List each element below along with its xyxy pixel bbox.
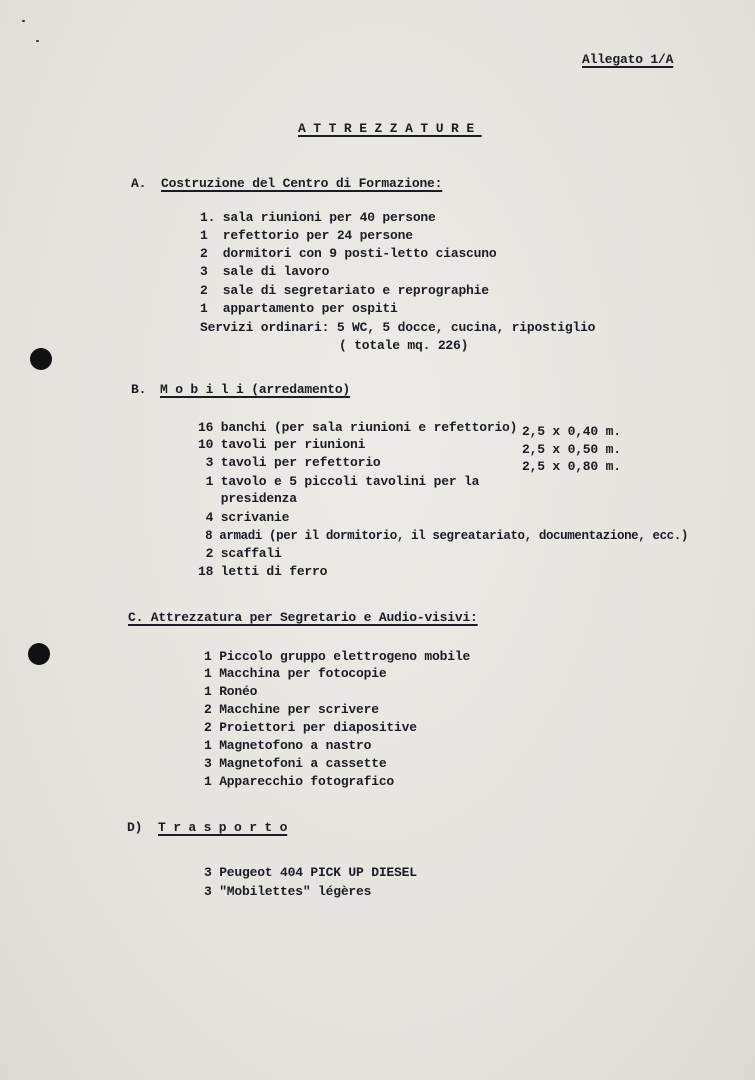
section-a-heading: Costruzione del Centro di Formazione: [161,176,443,191]
section-b-heading: M o b i l i (arredamento) [160,382,351,397]
list-item: 2 Proiettori per diapositive [204,720,417,735]
list-item: 1 Piccolo gruppo elettrogeno mobile [204,649,471,664]
punch-hole [28,643,50,665]
scan-speck [36,40,39,42]
dimension-value: 2,5 x 0,80 m. [522,459,621,474]
page-title: ATTREZZATURE [298,121,482,136]
list-item: 10 tavoli per riunioni [198,437,366,452]
list-item: 2 sale di segretariato e reprographie [200,283,489,298]
list-item: presidenza [198,491,297,506]
list-item: 2 Macchine per scrivere [204,702,379,717]
list-item: 8 armadi (per il dormitorio, il segreatariato, documentazione, ecc.) [198,529,688,543]
dimension-value: 2,5 x 0,40 m. [522,424,621,439]
services-line: Servizi ordinari: 5 WC, 5 docce, cucina, ripostiglio [200,320,596,335]
section-c-heading: C. Attrezzatura per Segretario e Audio-visivi: [128,610,478,625]
scan-speck [22,20,25,22]
list-item: 1 Ronéo [204,684,258,699]
section-d-heading: T r a s p o r t o [158,820,288,835]
list-item: 1 appartamento per ospiti [200,301,398,316]
list-item: 3 "Mobilettes" légères [204,884,372,899]
list-item: 18 letti di ferro [198,564,328,579]
list-item: 1 Macchina per fotocopie [204,666,387,681]
list-item: 3 sale di lavoro [200,264,330,279]
section-b-letter: B. [131,382,147,397]
punch-hole [30,348,52,370]
section-a-letter: A. [131,176,147,191]
list-item: 1 Magnetofono a nastro [204,738,372,753]
list-item: 1 tavolo e 5 piccoli tavolini per la [198,474,480,489]
list-item: 2 dormitori con 9 posti-letto ciascuno [200,246,497,261]
list-item: 3 Magnetofoni a cassette [204,756,387,771]
list-item: 3 Peugeot 404 PICK UP DIESEL [204,865,417,880]
list-item: 16 banchi (per sala riunioni e refettorio) [198,420,518,435]
list-item: 3 tavoli per refettorio [198,455,381,470]
section-d-letter: D) [127,820,143,835]
total-area: ( totale mq. 226) [339,338,469,353]
list-item: 1 refettorio per 24 persone [200,228,413,243]
list-item: 1 Apparecchio fotografico [204,774,395,789]
list-item: 4 scrivanie [198,510,290,525]
list-item: 1. sala riunioni per 40 persone [200,210,436,225]
attachment-label: Allegato 1/A [582,52,674,67]
list-item: 2 scaffali [198,546,282,561]
dimension-value: 2,5 x 0,50 m. [522,442,621,457]
